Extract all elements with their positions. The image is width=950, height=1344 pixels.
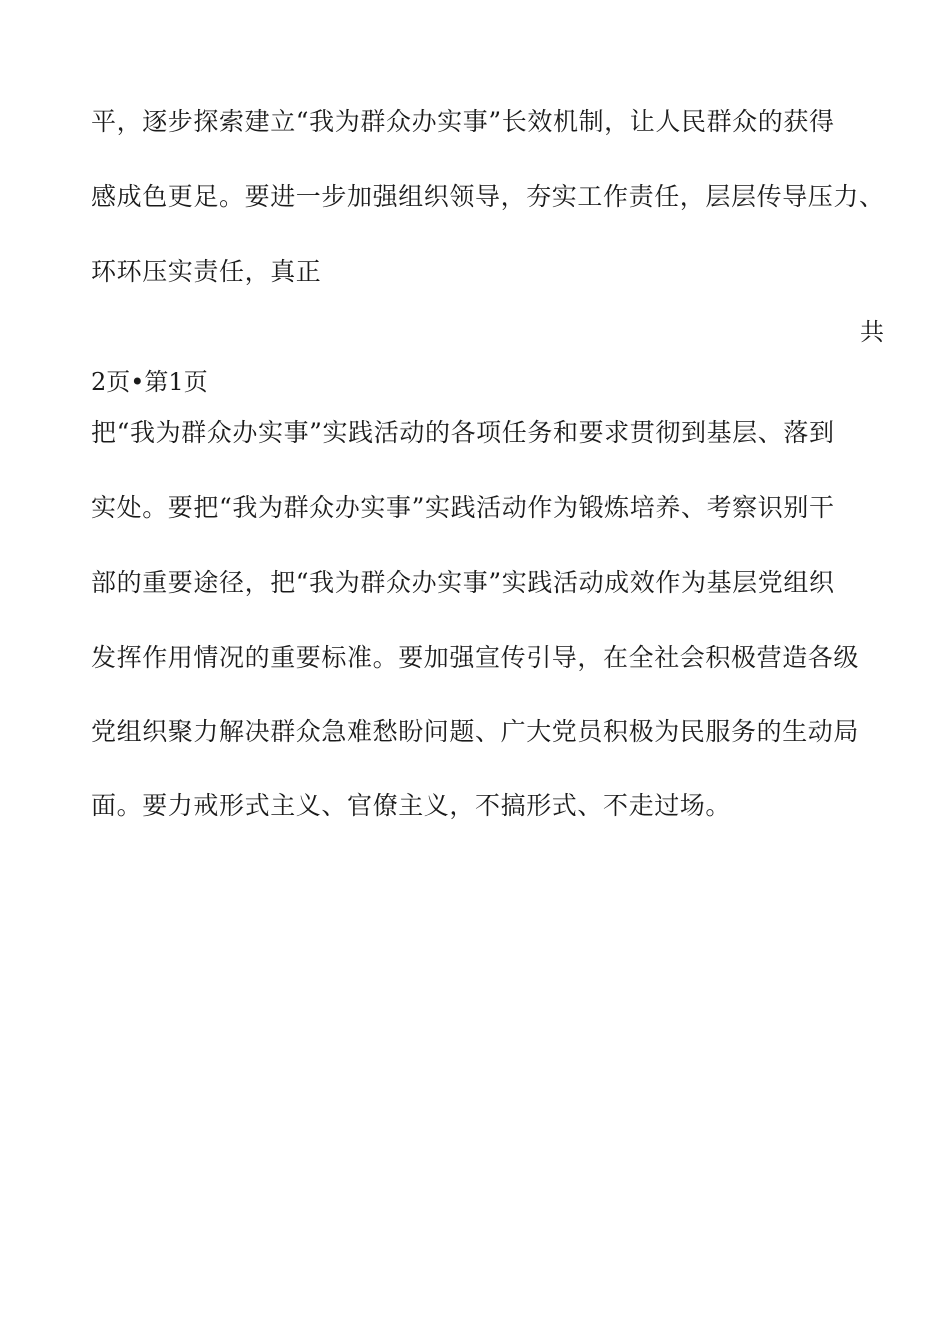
paragraph-line: 实处。要把“我为群众办实事”实践活动作为锻炼培养、考察识别干 (91, 493, 835, 522)
paragraph-line: 平，逐步探索建立“我为群众办实事”长效机制，让人民群众的获得 (91, 107, 835, 136)
paragraph-line: 面。要力戒形式主义、官僚主义，不搞形式、不走过场。 (91, 791, 732, 820)
paragraph-line: 环环压实责任，真正 (91, 257, 322, 286)
paragraph-line: 党组织聚力解决群众急难愁盼问题、广大党员积极为民服务的生动局 (91, 717, 860, 746)
paragraph-line: 感成色更足。要进一步加强组织领导，夯实工作责任，层层传导压力、 (91, 182, 885, 211)
page-footer-total: 共 (860, 318, 884, 346)
paragraph-line: 发挥作用情况的重要标准。要加强宣传引导，在全社会积极营造各级 (91, 643, 860, 672)
page-footer-number: 2页•第1页 (91, 368, 208, 396)
paragraph-line: 把“我为群众办实事”实践活动的各项任务和要求贯彻到基层、落到 (91, 418, 835, 447)
paragraph-line: 部的重要途径，把“我为群众办实事”实践活动成效作为基层党组织 (91, 568, 835, 597)
